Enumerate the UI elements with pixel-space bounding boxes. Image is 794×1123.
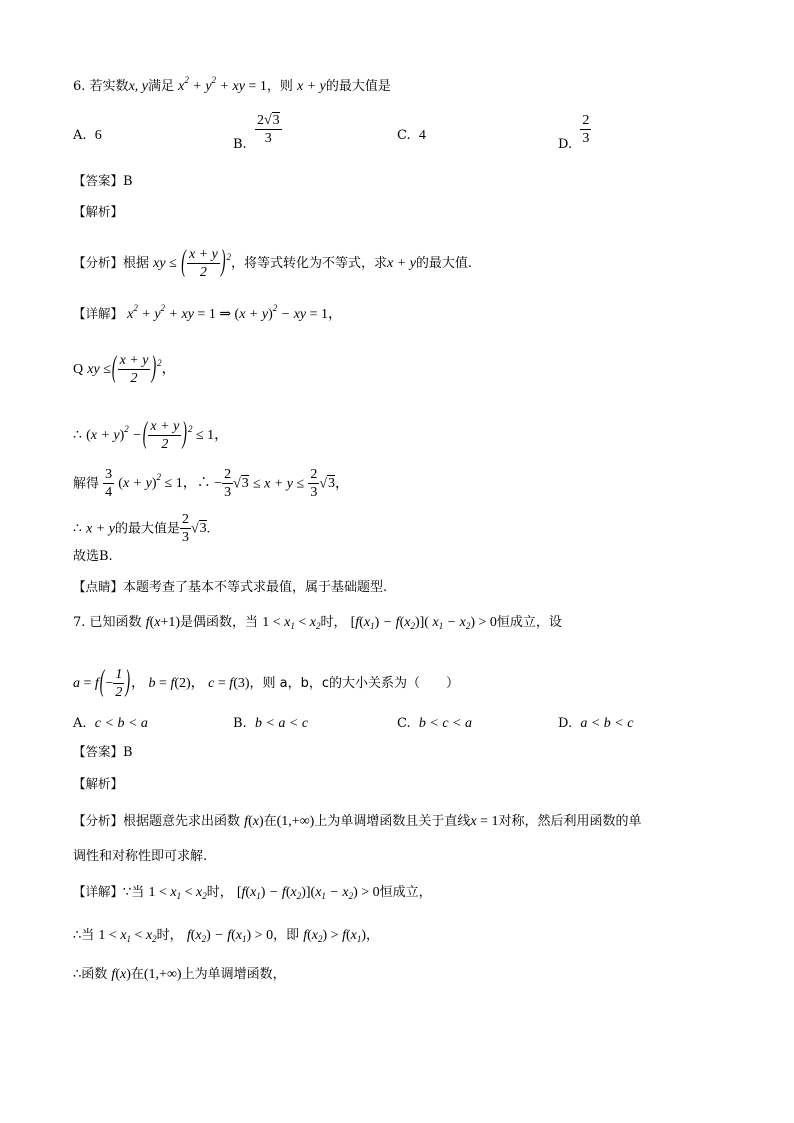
q6-fenxi: 【分析】根据 xy ≤ ( $\frac{x + y}{2}$ )$^2$，将等式转化为不等式，求x + y的最大值.	[73, 246, 473, 281]
option-value: 4	[418, 128, 426, 143]
solve-word: 解得	[73, 476, 100, 492]
option-label: B.	[233, 137, 247, 153]
q7-option-a	[73, 716, 148, 732]
q7-detail-line-1: 【详解】∵当 $1 < x_1 < x_2$时， $[f(x_1) - f(x_2)](x_1 - x_2) > 0$恒成立，	[73, 884, 432, 901]
q7-text-c: 时，	[320, 615, 347, 630]
option-label: D.	[558, 137, 573, 153]
q6-expr: x + y	[296, 79, 326, 94]
option-value: b < c < a	[418, 716, 472, 731]
q6-dianjing	[73, 581, 387, 594]
option-value-fraction: $\frac{2}{3}$	[582, 113, 590, 147]
q7-stem-line-1: 7. 已知函数 f(x+1)是偶函数，当 $1 < x_1 < x_2$时， $[f(x_1) - f(x_2)]$( $x_1 - x_2) > 0$恒成立，设	[73, 615, 562, 631]
fenxi-text-c: 的最大值.	[415, 256, 473, 272]
q7-stem-line-2: a = f(− $\frac{1}{2}$ )， b = f(2)， c = f(3)，则 a，b，c的大小关系为（ ）	[73, 666, 460, 701]
q7-detail-line-3: ∴函数 f(x)在(1,+∞)上为单调增函数，	[73, 967, 286, 982]
fenxi-text-b: ，将等式转化为不等式，求	[231, 256, 388, 272]
q6-answer	[73, 175, 133, 188]
q7-text-a: 已知函数	[89, 615, 142, 630]
fenxi-inequality: xy ≤ ( $\frac{x + y}{2}$ )$^2$	[153, 246, 232, 281]
q6-detail-line-3: ∴ $(x + y)^2$ −( $\frac{x + y}{2}$ )$^2$ ≤ 1，	[73, 418, 229, 453]
answer-label: 【答案】	[73, 173, 124, 188]
q6-option-b	[233, 113, 282, 153]
q7-analysis-label	[73, 778, 123, 791]
fenxi-label: 【分析】	[73, 813, 124, 828]
q7-fenxi-line-1: 【分析】根据题意先求出函数 f(x)在(1,+∞)上为单调增函数且关于直线x = 1对称，然后利用函数的单	[73, 813, 642, 829]
option-label: C.	[397, 128, 411, 143]
q6-option-c	[397, 128, 426, 144]
q7-text-e: ，则 a，b，c的大小关系为（ ）	[249, 676, 460, 692]
option-value: b < a < c	[254, 716, 309, 731]
analysis-label: 【解析】	[73, 776, 124, 791]
q6-detail-line-4: 解得 $\frac{3}{4}$ $(x + y)^2 \le 1$，∴ − $\frac{2}{3}$ √3 ≤ x + y ≤ $\frac{2}{3}$ √3，	[73, 467, 350, 501]
q7-number: 7.	[73, 615, 86, 630]
fenxi-text-a: 根据	[123, 256, 150, 272]
q6-text-a: 若实数	[89, 79, 129, 94]
answer-label: 【答案】	[73, 744, 124, 759]
answer-value: B	[123, 174, 133, 189]
answer-value: B	[123, 745, 133, 760]
q7-text-d: 恒成立，设	[496, 615, 562, 630]
q6-option-d	[558, 113, 591, 153]
q6-number: 6.	[73, 79, 86, 94]
q7-fenxi-line-2: 调性和对称性即可求解.	[73, 849, 208, 864]
q6-vars: x, y	[128, 79, 148, 94]
q7-option-d	[558, 716, 633, 732]
q6-stem	[73, 76, 391, 94]
option-label: A.	[73, 716, 87, 731]
dianjing-label: 【点睛】	[73, 579, 124, 594]
q7-answer	[73, 746, 133, 759]
option-value-fraction: $\frac{2√3}{3}$	[256, 113, 280, 147]
q7-option-c	[397, 716, 472, 732]
option-label: A.	[73, 128, 87, 143]
q6-detail-line-1: 【详解】 $x^2 + y^2$ + xy = 1 ⇒ $(x + y)^2$ − xy = 1，	[73, 303, 343, 322]
q6-equation: $x^2 + y^2$ + xy = 1	[178, 75, 267, 94]
option-label: D.	[558, 716, 573, 731]
option-value: a < b < c	[580, 716, 634, 731]
option-value: c < b < a	[94, 716, 148, 731]
q6-detail-line-2: Q xy ≤( $\frac{x + y}{2}$ )$^2$，	[73, 352, 176, 387]
q6-text-d: 的最大值是	[325, 79, 391, 94]
q7-detail-line-2: ∴当 $1 < x_1 < x_2$时， $f(x_2) - f(x_1) > 0$，即 $f(x_2) > f(x_1)$，	[73, 928, 380, 944]
option-label: B.	[233, 716, 247, 731]
analysis-label: 【解析】	[73, 204, 124, 219]
detail-label: 【详解】	[73, 306, 124, 321]
detail-label: 【详解】	[73, 884, 124, 899]
q6-select: 故选B.	[73, 549, 113, 564]
q7-option-b	[233, 716, 308, 732]
option-value: 6	[94, 128, 102, 143]
q6-text-c: ，则	[266, 79, 293, 94]
q6-text-b: 满足	[148, 79, 175, 94]
fenxi-label: 【分析】	[73, 255, 124, 271]
option-label: C.	[397, 716, 411, 731]
q6-detail-line-5: ∴ x + y的最大值是 $\frac{2}{3}$ √3.	[73, 512, 211, 546]
q6-analysis-label	[73, 206, 123, 219]
q6-option-a	[73, 128, 102, 144]
max-text: 的最大值是	[114, 521, 180, 537]
q7-text-b: 是偶函数，当	[180, 615, 259, 630]
dianjing-text: 本题考查了基本不等式求最值，属于基础题型.	[123, 580, 388, 595]
